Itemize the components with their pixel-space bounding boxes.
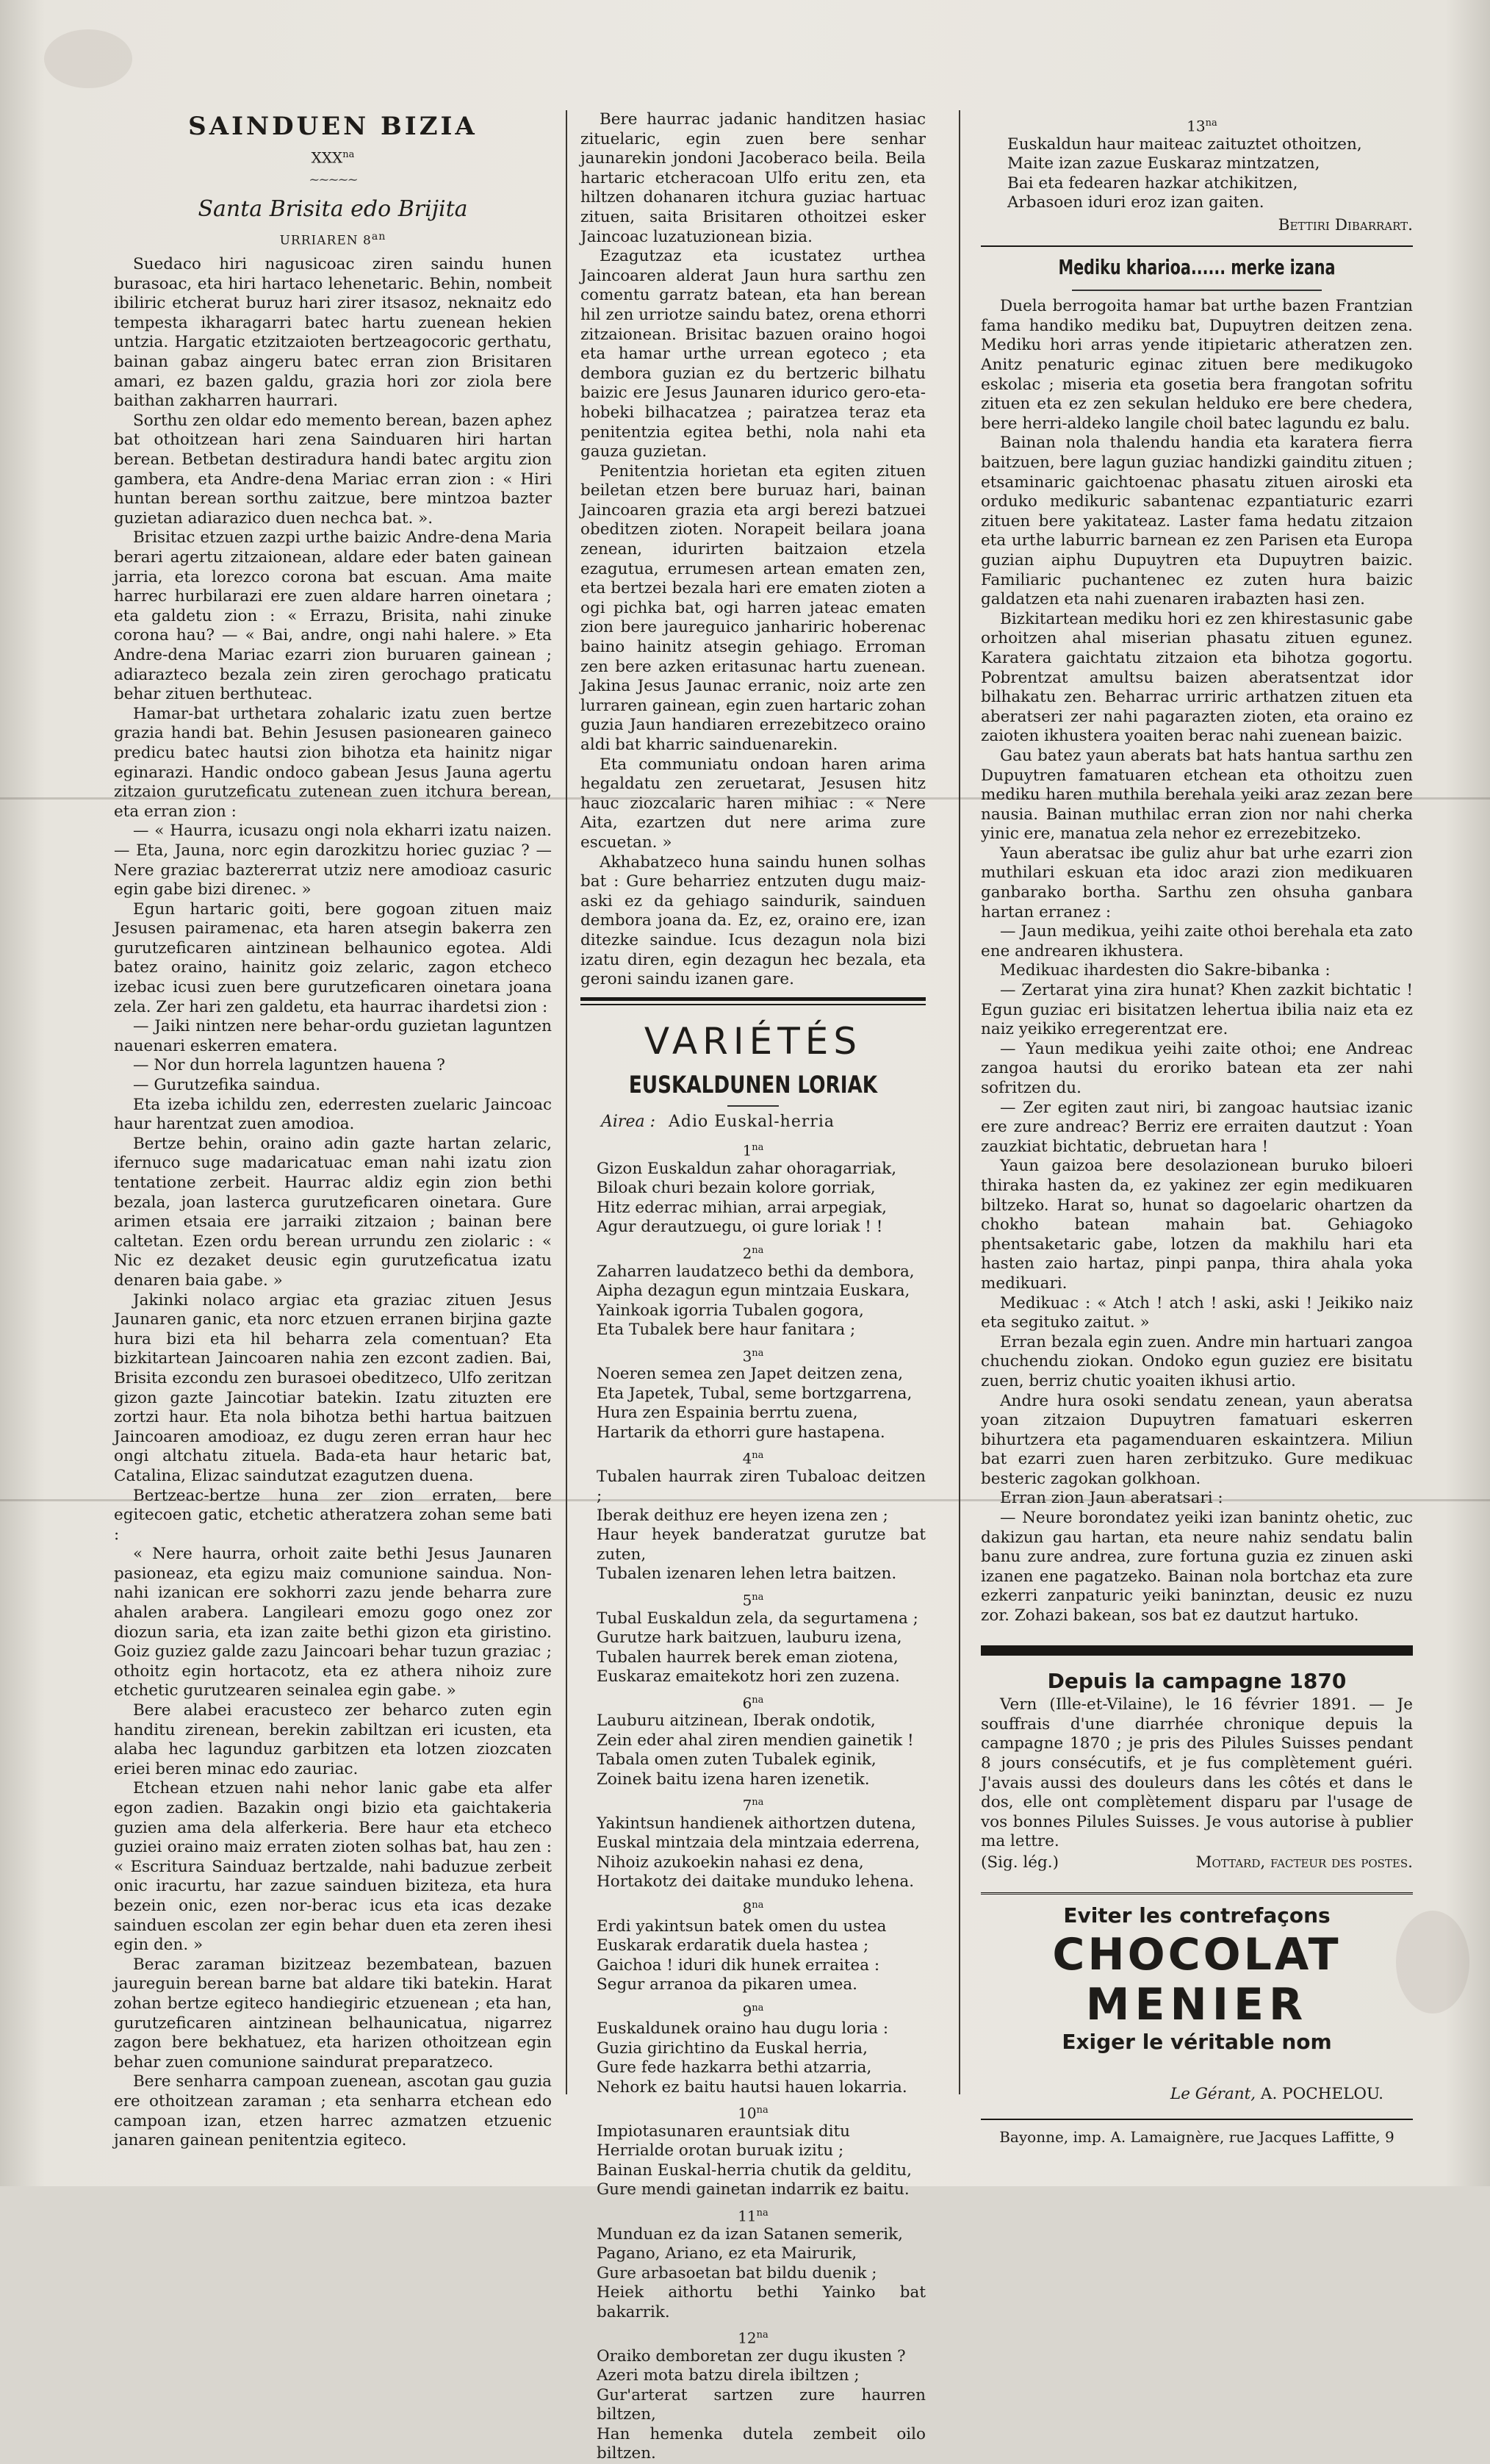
- verse-line: Azeri mota batzu direla ibiltzen ;: [597, 2366, 860, 2385]
- paragraph: Gau batez yaun aberats bat hats hantua sarthu zen Dupuytren famatuaren etchean eta othoitzu zuen mediku haren muthila berehala yeiki araz zezan bere nausia. Bainan muthilac erran zion nor nahi cherka yinic ere, manatua zela nehor ez errezebitzeko.: [981, 746, 1413, 844]
- verse-line: Herrialde orotan buruak izitu ;: [597, 2141, 844, 2161]
- verse-line: Hartarik da ethorri gure hastapena.: [597, 1423, 885, 1442]
- paragraph: — Yaun medikua yeihi zaite othoi; ene Andreac zangoa hautsi du eroriko batean eta zer nahi sofritzen du.: [981, 1039, 1413, 1097]
- poem-stanzas: [580, 1139, 926, 2463]
- paragraph: Ezagutzaz eta icustatez urthea Jaincoaren alderat Jaun hura sarthu zen comentu garratz batean, eta han berean hil zen urriotze saindu batez, orena ethorri zitzaionean. Brisitac bazuen oraino hogoi eta hamar urthe urrean egoteco ; eta dembora guzian ez du bertzeric bilhatu baizic ere Jesus Jaunaren idurico gero-eta-hobeki bilhacatzea ; pairatzea teraz eta penitentzia egitea bethi, nola nahi eta gauza guzietan.: [580, 247, 926, 461]
- stanza-number: $2^{na}$: [742, 1244, 764, 1262]
- paragraph: Bertze behin, oraino adin gazte hartan zelaric, ifernuco suge madaricatuac eman nahi izatu zion tentatione zerbeit. Haurrac aldiz egin zion bethi bezala, joan lasterca gurutzeficaren oinetara. Gure arimen etsaia ere jarraiki zitzaion ; bainan bere caltetan. Ezen ordu berean urrundu zen ziolaric : « Nic ez dezaket deusic egin gurutzeficatua izatu denaren baia gabe. »: [114, 1134, 552, 1290]
- paragraph: Penitentzia horietan eta egiten zituen beiletan etzen bere buruaz hari, bainan Jaincoaren grazia eta argi berezi batzuei obeditzen zioten. Norapeit beilara joana zenean, idurirten baitzaion etzela ezagutua, errumesen artean ematen zen, eta bertzei bezala hari ere ematen zioten a ogi pichka bat, ogi harren jateac ematen zion bere jaureguico janhariric hoberenac baino hainitz atsegin gehiago. Erroman zen bere azken eritasunac hartu zuenean. Jakina Jesus Jaunac erranic, noiz arte zen lurraren gainean, egin zuen hartaric zohan guzia Jaun handiaren errezebitzeco oraino aldi bat kharric sainduenarekin.: [580, 461, 926, 754]
- verse-line: Pagano, Ariano, ez eta Mairurik,: [597, 2244, 857, 2263]
- verse-line: Nihoiz azukoekin nahasi ez dena,: [597, 1853, 864, 1872]
- verse-line: Bainan Euskal-herria chutik da gelditu,: [597, 2161, 912, 2180]
- poem-stanza: [580, 1139, 926, 1238]
- ad-line: Eviter les contrefaçons: [1063, 1903, 1331, 1928]
- ad-testimonial: Vern (Ille-et-Vilaine), le 16 février 1891. — Je souffrais d'une diarrhée chronique depuis la campagne 1870 ; je pris des Pilules Suisses pendant 8 jours consécutifs, et je fus complètement guéri. J'avais aussi des douleurs dans les côtés et dans le dos, elle ont complètement disparu par l'usage de vos bonnes Pilules Suisses. Je vous autorise à publier ma lettre.: [981, 1695, 1413, 1851]
- divider: [1072, 290, 1322, 291]
- saint-title: Santa Brisita edo Brijita: [198, 195, 468, 222]
- verse-line: Euskal mintzaia dela mintzaia ederrena,: [597, 1833, 920, 1853]
- poem-stanza: [580, 2205, 926, 2322]
- dialog-line: — Gurutzefika saindua.: [133, 1076, 321, 1095]
- paper-stain: [44, 29, 132, 88]
- stanza-number: $7^{na}$: [742, 1796, 764, 1814]
- column-rule: [566, 110, 567, 2094]
- paragraph: Jakinki nolaco argiac eta graziac zituen Jesus Jaunaren ganic, eta norc etzuen erranen birjina gazte hura bizi eta hil beharra zela comentuan? Eta bizkitartean Jaincoaren nahia zen ezcont zadien. Bai, Brisita ezcondu zen burasoei obeditzeco, Ulfo zeritzan gizon gazte Jaincotiar batekin. Izatu zituzten ere zortzi haur. Eta nola bihotza bethi hartua baitzuen Jaincoaren amodioaz, ez dugu zeren erran haur hec ongi altchatu zituela. Bada-eta haur hetaric bat, Catalina, Elizac saindutzat ezagutzen duena.: [114, 1290, 552, 1485]
- verse-line: Aipha dezagun egun mintzaia Euskara,: [597, 1282, 910, 1301]
- dialog-line: — Nor dun horrela laguntzen hauena ?: [133, 1056, 445, 1075]
- verse-line: Hortakotz dei daitake munduko lehena.: [597, 1872, 915, 1892]
- paragraph: Erran bezala egin zuen. Andre min hartuari zangoa chuchendu ziokan. Ondoko egun guziez ere bisitatu zuen, berriz chutic yoaiten ikhusi artio.: [981, 1332, 1413, 1390]
- poem-stanza: [580, 1345, 926, 1443]
- verse-line: Tubalen haurrek berek eman ziotena,: [597, 1648, 899, 1667]
- column-middle: [580, 110, 926, 2464]
- stanza-number: $11^{na}$: [738, 2207, 769, 2225]
- ad-title: Depuis la campagne 1870: [1047, 1668, 1347, 1693]
- chocolat-menier-ad: [981, 1892, 1413, 2055]
- verse-line: Tubalen haurrak ziren Tubaloac deitzen ;: [597, 1467, 926, 1506]
- paragraph: Bere senharra campoan zuenean, ascotan gau guzia ere othoitzean zaraman ; eta senharra etchean edo campoan izan, etzen harrec azmatzen etzuenic janaren gainean penitentzia egiteco.: [114, 2072, 552, 2150]
- verse-line: Tabala omen zuten Tubalek eginik,: [597, 1750, 877, 1770]
- stanza-number: $6^{na}$: [742, 1694, 764, 1712]
- stanza-number: $9^{na}$: [742, 2002, 764, 2020]
- stanza-number: $3^{na}$: [742, 1347, 764, 1365]
- stanza-number: $10^{na}$: [738, 2104, 769, 2122]
- verse-line: Munduan ez da izan Satanen semerik,: [597, 2224, 903, 2244]
- paragraph: Medikuac : « Atch ! atch ! aski, aski ! Jeikiko naiz eta segituko zaitut. »: [981, 1293, 1413, 1332]
- stanza-number: $13^{na}$: [1187, 117, 1217, 135]
- paragraph: Eta communiatu ondoan haren arima hegaldatu zen zeruetarat, Jesusen hitz hauc ziozcalaric haren mihiac : « Nere Aita, ezartzen dut nere arima zure escuetan. »: [580, 755, 926, 852]
- paragraph: — Jaun medikua, yeihi zaite othoi berehala eta zato ene andrearen ikhustera.: [981, 922, 1413, 960]
- verse-line: Gizon Euskaldun zahar ohoragarriak,: [597, 1159, 897, 1178]
- verse-line: Noeren semea zen Japet deitzen zena,: [597, 1365, 904, 1384]
- verse-line: Heiek aithortu bethi Yainko bat bakarrik.: [597, 2283, 926, 2321]
- verse-line: Eta Tubalek bere haur fanitara ;: [597, 1321, 856, 1340]
- feast-date: URRIAREN $8^{an}$: [279, 230, 386, 248]
- paragraph: Bizkitartean mediku hori ez zen khirestasunic gabe orhoitzen ahal miserian phasatu zituen egunez. Karatera gaichtatu zitzaion eta bihotza gogortu. Pobrentzat amultsu baizen aberatsentzat idor bilhakatu zen. Beharrac urriric arthatzen zituen eta aberatseri zer nahi pagarazten zioten, eta oraino ez zaioten ikhustera yoaiten berac nahi zuenean baizic.: [981, 609, 1413, 746]
- verse-line: Gure fede hazkarra bethi atzarria,: [597, 2058, 872, 2077]
- verse-line: Impiotasunaren erauntsiak ditu: [597, 2122, 851, 2141]
- paragraph: Eta izeba ichildu zen, ederresten zuelaric Jaincoac haur harentzat zuen amodioa.: [114, 1095, 552, 1134]
- verse-line: Euskaraz emaitekotz hori zen zuzena.: [597, 1667, 900, 1687]
- printer-line: Bayonne, imp. A. Lamaignère, rue Jacques Laffitte, 9: [981, 2119, 1413, 2147]
- verse-line: Guzia girichtino da Euskal herria,: [597, 2039, 868, 2058]
- paragraph: Suedaco hiri nagusicoac ziren saindu hunen burasoac, eta hiri hartaco lehenetaric. Behin, nombeit ibiliric etcherat buruz hari zirer itsasoz, neknaitz edo tempesta ikharagarri batec hartu zuenean hekien untzia. Hargatic etzitzaioten bertzeagocoric gerthatu, bainan gabaz aingeru batec erran zion Brisitaren amari, ez bazen galdu, grazia hori zor ziola bere baithan zakharren haurrari.: [114, 255, 552, 411]
- verse-line: Oraiko demboretan zer dugu ikusten ?: [597, 2346, 906, 2366]
- verse-line: Nehork ez baitu hautsi hauen lokarria.: [597, 2077, 907, 2097]
- verse-line: Iberak deithuz ere heyen izena zen ;: [597, 1506, 888, 1525]
- poem-signature: Bettiri Dibarrart.: [1278, 215, 1413, 234]
- stanza-number: $8^{na}$: [742, 1899, 764, 1917]
- poem-stanza: [580, 1692, 926, 1790]
- paragraph: Yaun gaizoa bere desolazionean buruko biloeri thiraka hasten da, ez yakinez zer egin medikuaren biltzeko. Harat so, hunat so dagoelaric ohartzen da chokho batean mahain bat. Gehiagoko phentsaketaric gabe, lotzen da makhilu hari eta hasten zaio hartaz, pinpi panpa, thira ahala yoka medikuari.: [981, 1157, 1413, 1293]
- verse-line: Euskaldunek oraino hau dugu loria :: [597, 2019, 889, 2039]
- paragraph: Akhabatzeco huna saindu hunen solhas bat : Gure beharriez entzuten dugu maiz-aski ez da gehiago saindurik, sainduen dembora joana da. Ez, ez, oraino ere, izan ditezke saindue. Icus dezagun nola bizi izatu diren, egin dezagun hec bezala, eta geroni saindu izanen gare.: [580, 852, 926, 989]
- verse-line: Yainkoak igorria Tubalen gogora,: [597, 1301, 864, 1320]
- paragraph: — Zer egiten zaut niri, bi zangoac hautsiac izanic ere zure andreac? Berriz ere erraiten dautzut : Yoan zauzkiat bichtatic, debruetan hara !: [981, 1098, 1413, 1156]
- verse-line: Bai eta fedearen hazkar atchikitzen,: [1007, 173, 1298, 193]
- paragraph: Berac zaraman bizitzeaz bezembatean, bazuen jaureguin berean barne bat aldare tiki batekin. Harat zohan bertze egiteco handiegiric etzuenean ; eta han, gurutzeficaren aintzinean belhaunicatua, nigarrez zagon bere bekhatuez, eta harizen othoitzean egin behar zuen comunione saindurat preparatzeco.: [114, 1955, 552, 2072]
- gerant-line: Le Gérant, A. POCHELOU.: [1170, 2084, 1383, 2103]
- stanza-number: $1^{na}$: [742, 1141, 764, 1160]
- verse-line: Zaharren laudatzeco bethi da dembora,: [597, 1262, 915, 1281]
- verse-line: Erdi yakintsun batek omen du ustea: [597, 1917, 887, 1936]
- stanza-number: $4^{na}$: [742, 1449, 764, 1468]
- verse-line: Zein eder ahal ziren mendien gainetik !: [597, 1731, 914, 1750]
- stanza-number: $5^{na}$: [742, 1591, 764, 1609]
- paragraph: Bertzeac-bertze huna zer zion erraten, bere egitecoen gatic, etchetic atheratzera zohan seme bati :: [114, 1486, 552, 1544]
- dialog-line: Egun hartaric goiti, bere gogoan zituen maiz Jesusen pairamenac, eta haren atsegin bakerra zen gurutzeficaren aintzinean belhaunico egotea. Aldi batez oraino, hainitz goiz zelaric, zagon etcheco izebac icusi zuen bere gurutzeficaren oinetara joana zela. Zer hari zen galdetu, eta haurrac ihardetsi zion :: [114, 899, 552, 1016]
- verse-line: Yakintsun handienek aithortzen dutena,: [597, 1814, 916, 1833]
- verse-line: Lauburu aitzinean, Iberak ondotik,: [597, 1711, 876, 1731]
- verse-line: Gurutze hark baitzuen, lauburu izena,: [597, 1628, 902, 1648]
- verse-line: Maite izan zazue Euskaraz mintzatzen,: [1007, 154, 1320, 173]
- paragraph: Brisitac etzuen zazpi urthe baizic Andre-dena Maria berari agertu zitzaionean, aldare eder baten gainean jarria, eta lorezco corona bat escuan. Ama maite harrec hurbilarazi ere zuen aldare harren oinetara ; eta galdetu zion : « Errazu, Brisita, nahi zinuke corona hau? — « Bai, andre, ongi nahi halere. » Eta Andre-dena Mariac ezarri zion buruaren gainean ; adiarazteco bezala zein ziren gerochago praticatu behar zituen berthuteac.: [114, 528, 552, 704]
- issue-number: $XXX^{na}$: [311, 148, 355, 167]
- paragraph: Duela berrogoita hamar bat urthe bazen Frantzian fama handiko mediku bat, Dupuytren deitzen zena. Mediku hori arras yende itipietaric atheratzen zen. Anitz penaturic eginac zituen bere medikugoko eskolac ; miseria eta gosetia bera frangotan sofritu zituen eta ez zen sekulan helduko ere bere chedera, bere herri-aldeko langile choil batec lagundu ez balu.: [981, 297, 1413, 433]
- verse-line: Gaichoa ! iduri dik hunek erraitea :: [597, 1955, 880, 1975]
- section-rule: [981, 245, 1413, 247]
- ad-signature: (Sig. lég.) Mottard, facteur des postes.: [981, 1853, 1413, 1872]
- paragraph: Andre hura osoki sendatu zenean, yaun aberatsa yoan zitzaion Dupuytren famatuari eskerren bihurtzera eta pagamenduaren eskaintzera. Miliun bat ezarri zuen haren zerbitzuko. Gure medikuac besteric zagokan golkhoan.: [981, 1391, 1413, 1488]
- verse-line: Euskaldun haur maiteac zaituztet othoitzen,: [1007, 134, 1362, 154]
- verse-line: Segur arranoa da pikaren umea.: [597, 1975, 858, 1994]
- column-rule: [959, 110, 960, 2094]
- verse-line: Gure arbasoetan bat bildu duenik ;: [597, 2263, 877, 2282]
- verse-line: Han hemenka dutela zembeit oilo biltzen.: [597, 2424, 926, 2463]
- poem-title: EUSKALDUNEN LORIAK: [628, 1070, 878, 1099]
- section-rule: [580, 997, 926, 1001]
- verse-line: Tubalen izenaren lehen letra baitzen.: [597, 1565, 897, 1584]
- poem-stanza: [580, 1242, 926, 1340]
- paragraph: Sorthu zen oldar edo memento berean, bazen aphez bat othoitzean hari zena Sainduaren hiri hartan berean. Betbetan destiradura handi batec argitu zion gambera, eta Andre-dena Mariac erran zion : « Hiri huntan berean sorthu zaitzue, bere mintzoa bazter guzietan adiarazico duen nechca bat. ».: [114, 411, 552, 528]
- story-title: Mediku kharioa...... merke izana: [1058, 255, 1336, 280]
- verse-line: Eta Japetek, Tubal, seme bortzgarrena,: [597, 1384, 913, 1403]
- paragraph: Bere haurrac jadanic handitzen hasiac zituelaric, egin zuen bere senhar jaunarekin jondoni Jacoberaco beila. Beila hartaric etcheracoan Ulfo eritu zen, eta hiltzen dohanaren itchura guziac hartuac zituen, saita Brisitaren othoitzei esker Jaincoac luzatuzionean bizia.: [580, 110, 926, 246]
- ornament: ~~~~~: [309, 172, 357, 188]
- section-rule: [981, 1645, 1413, 1656]
- verse-line: Hitz ederrac mihian, arrai arpegiak,: [597, 1198, 888, 1217]
- poem-stanza: [580, 2327, 926, 2464]
- paragraph: « Nere haurra, orhoit zaite bethi Jesus Jaunaren pasioneaz, eta egizu maiz comunione saindua. Non-nahi izanican ere sokhorri zazu jende beharra zure ahalen arabera. Langileari emozu gogo onez zor diozun saria, eta izan zaite bethi gizon eta giristino. Goiz guziez galde zazu Jaincoari behar tuzun graziac ; othoitz egin hortacotz, eta ez athera nihoiz zure etchetic gurutzearen seinalea egin gabe. »: [114, 1545, 552, 1700]
- poem-stanza: [580, 1589, 926, 1687]
- paragraph: Yaun aberatsac ibe guliz ahur bat urhe ezarri zion muthilari eskuan eta idoc arazi zion medikuaren ganbarako bortha. Sarthu zen ohsuha ganbara hartan erranez :: [981, 844, 1413, 922]
- paragraph: Erran zion Jaun aberatsari :: [1000, 1489, 1223, 1508]
- section-rule: [580, 1004, 926, 1005]
- verse-line: Haur heyek banderatzat gurutze bat zuten,: [597, 1526, 926, 1564]
- verse-line: Gur'arterat sartzen zure haurren biltzen,: [597, 2385, 926, 2424]
- verse-line: Biloak churi bezain kolore gorriak,: [597, 1179, 876, 1198]
- poem-stanza: [580, 2102, 926, 2200]
- paragraph: Hamar-bat urthetara zohalaric izatu zuen bertze grazia handi bat. Behin Jesusen pasionearen gaineco predicu batec hautsi zion bihotza eta hainitz nigar eginarazi. Handic ondoco gabean Jesus Jauna agertu zitzaion gurutzeficatu zutenean zuen itchura berean, eta erran zion :: [114, 704, 552, 821]
- section-title: SAINDUEN BIZIA: [188, 112, 478, 141]
- verse-line: Gure mendi gainetan indarrik ez baitu.: [597, 2180, 910, 2199]
- paragraph: Etchean etzuen nahi nehor lanic gabe eta alfer egon zadien. Bazakin ongi bizio eta gaichtakeria guzien ama dela alferkeria. Bere haur eta etcheco guziei oraino maiz erraten zioten solhas bat, hau zen : « Escritura Sainduaz bertzalde, nahi baduzue zerbeit onic iracurtu, har zazue sainduen biziteza, eta hura bezein onic, ezen nor-berac icus eta icas dezake sainduen escolan zer egin behar duen eta zeren ihesi egin den. »: [114, 1779, 552, 1955]
- ad-brand: MENIER: [1085, 1979, 1309, 2031]
- poem-tune: Airea : Adio Euskal-herria: [601, 1112, 835, 1131]
- verse-line: Tubal Euskaldun zela, da segurtamena ;: [597, 1609, 918, 1628]
- poem-stanza: [580, 2000, 926, 2098]
- dialog-line: — Jaiki nintzen nere behar-ordu guzietan laguntzen nauenari eskerren ematera.: [114, 1017, 552, 1055]
- verse-line: Agur derautzuegu, oi gure loriak ! !: [597, 1218, 883, 1237]
- poem-stanza: [991, 115, 1413, 213]
- column-right: [981, 110, 1413, 2147]
- column-left: [114, 110, 552, 2151]
- verse-line: Euskarak erdaratik duela hastea ;: [597, 1936, 869, 1955]
- divider: [727, 1105, 779, 1107]
- stanza-number: $12^{na}$: [738, 2329, 769, 2347]
- poem-stanza: [580, 1447, 926, 1584]
- ad-line: Exiger le véritable nom: [1062, 2030, 1332, 2055]
- varietes-heading: VARIÉTÉS: [644, 1019, 863, 1063]
- dialog-line: — « Haurra, icusazu ongi nola ekharri izatu naizen. — Eta, Jauna, norc egin darozkitzu horiec guziac ? — Nere graziac baztererrat utziz nere amodioaz casuric egin gabe bizi direnec. »: [114, 822, 552, 899]
- paragraph: — Neure borondatez yeiki izan banintz ohetic, zuc dakizun gau hartan, eta neure nahiz sendatu balin banu zure andrea, zure fortuna guzia ez zinuen aski izanen ene pagatzeko. Bainan nola bortchaz eta zure ezkerri zanpaturic yeiki baninztan, deusic ez nuzu zor. Zohazi bakean, sos bat ez dautzut hartuko.: [981, 1509, 1413, 1626]
- paragraph: Medikuac ihardesten dio Sakre-bibanka :: [1000, 961, 1331, 980]
- paragraph: Bainan nola thalendu handia eta karatera fierra baitzuen, bere lagun guziac handizki gainditu zituen ; etsaminaric gaichtoenac phasatu zituen airoski eta orduko medikuric sabantenac ezpantiaturic ezarri zituen bere yakitateaz. Laster fama hedatu zitzaion eta urthe laburric barnean ez zen Parisen eta Europa guzian aiphu Dupuytren eta Dupuytren baizic. Familiaric puchantenec ez zuten hura baizic galdatzen eta nahi zuenaren irabazten hasi zen.: [981, 434, 1413, 609]
- ad-brand: CHOCOLAT: [1052, 1929, 1342, 1981]
- paragraph: — Zertarat yina zira hunat? Khen zazkit bichtatic ! Egun guziac eri bisitatzen lehertua ibilia naiz eta ez naiz yeikiko erregerentzat ere.: [981, 981, 1413, 1039]
- poem-stanza: [580, 1794, 926, 1892]
- paragraph: Bere alabei eracusteco zer beharco zuten egin handitu zirenean, berekin zabiltzan eri icusten, eta alaba hec lagunduz garbitzen eta lotzen ziozcaten eriei beren minac edo zauriac.: [114, 1701, 552, 1778]
- verse-line: Zoinek baitu izena haren izenetik.: [597, 1770, 870, 1789]
- poem-stanza: [580, 1897, 926, 1995]
- verse-line: Hura zen Espainia berrtu zuena,: [597, 1404, 858, 1423]
- verse-line: Arbasoen iduri eroz izan gaiten.: [1007, 193, 1264, 212]
